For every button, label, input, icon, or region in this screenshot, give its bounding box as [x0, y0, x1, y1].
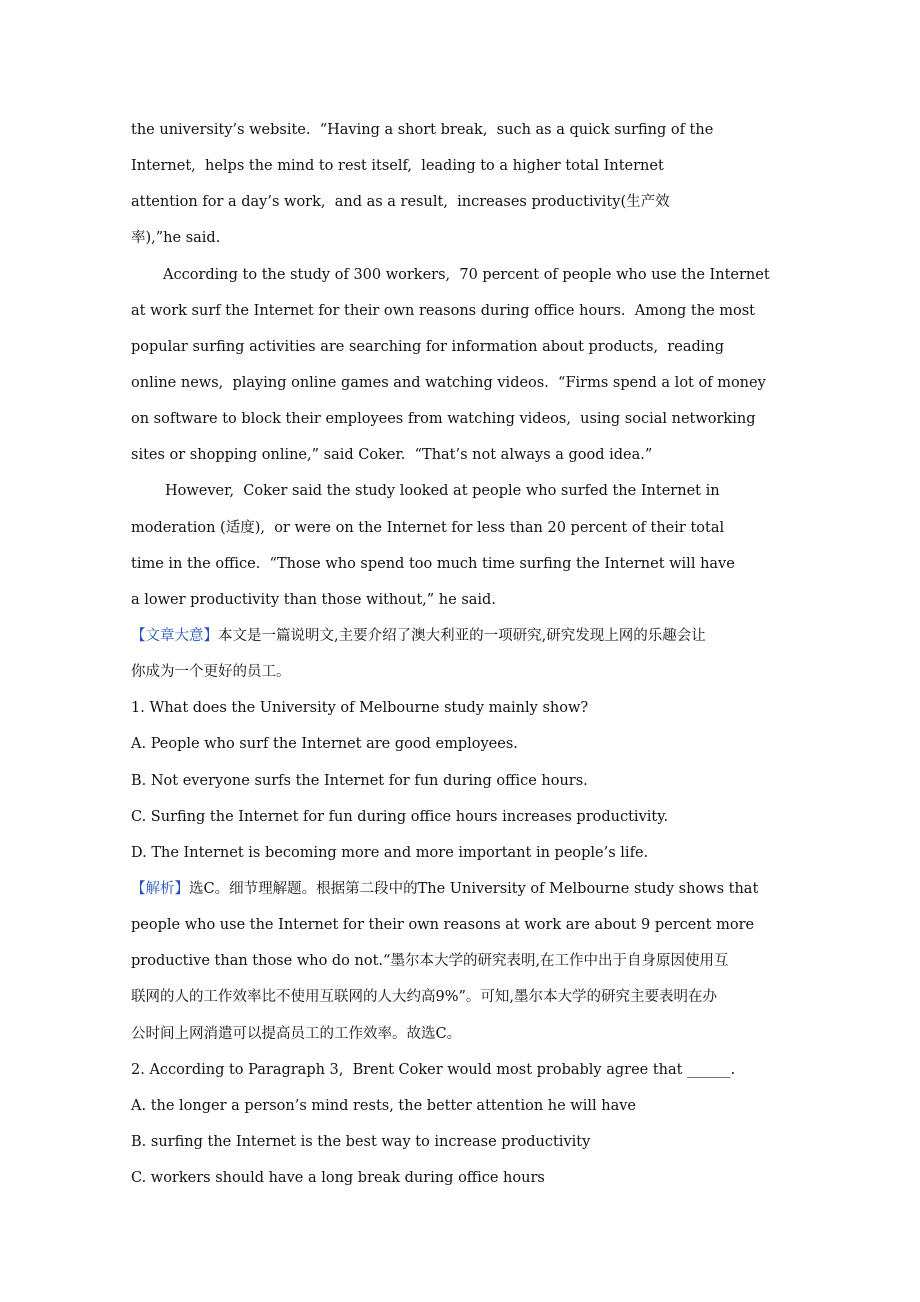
- summary-text: 本文是一篇说明文,主要介绍了澳大利亚的一项研究,研究发现上网的乐趣会让: [218, 627, 706, 644]
- question-1: [131, 690, 821, 1051]
- paragraph-line: time in the office. “Those who spend too much time surfing the Internet will have: [131, 555, 735, 572]
- analysis-text: 选C。细节理解题。根据第二段中的The University of Melbourne study shows that: [189, 880, 759, 897]
- analysis-line: productive than those who do not.“墨尔本大学的研究表明,在工作中出于自身原因使用互: [131, 953, 729, 970]
- article-summary: [131, 618, 821, 690]
- summary-line: [131, 618, 821, 654]
- analysis-line: 公时间上网消遣可以提高员工的工作效率。故选C。: [131, 1025, 462, 1042]
- analysis-tag: 【解析】: [131, 880, 189, 897]
- question-stem: 2. According to Paragraph 3, Brent Coker would most probably agree that ______.: [131, 1061, 736, 1078]
- paragraph-line: popular surfing activities are searching for information about products, reading: [131, 338, 724, 355]
- analysis-line: 联网的人的工作效率比不使用互联网的人大约高9%”。可知,墨尔本大学的研究主要表明在办: [131, 989, 718, 1006]
- paragraph-line: moderation (适度), or were on the Internet for less than 20 percent of their total: [131, 519, 725, 536]
- answer-option: A. People who surf the Internet are good employees.: [131, 736, 518, 753]
- answer-option: B. surfing the Internet is the best way to increase productivity: [131, 1133, 591, 1150]
- summary-line: 你成为一个更好的员工。: [131, 664, 291, 681]
- analysis-line: [131, 871, 821, 907]
- paragraph-line: a lower productivity than those without,” he said.: [131, 591, 496, 608]
- paragraph-line: online news, playing online games and watching videos. “Firms spend a lot of money: [131, 374, 766, 391]
- answer-option: D. The Internet is becoming more and more important in people’s life.: [131, 844, 649, 861]
- answer-option: C. Surfing the Internet for fun during office hours increases productivity.: [131, 808, 669, 825]
- paragraph-line: However, Coker said the study looked at people who surfed the Internet in: [165, 483, 720, 500]
- paragraph-line: attention for a day’s work, and as a result, increases productivity(生产效: [131, 194, 670, 211]
- summary-tag: 【文章大意】: [131, 627, 218, 644]
- paragraph-3: [131, 473, 821, 618]
- paragraph-line: 率),”he said.: [131, 230, 221, 247]
- document-page: [131, 112, 821, 1196]
- answer-option: C. workers should have a long break during office hours: [131, 1170, 545, 1187]
- paragraph-2: [131, 257, 821, 474]
- paragraph-line: the university’s website. “Having a short break, such as a quick surfing of the: [131, 122, 714, 138]
- paragraph-line: Internet, helps the mind to rest itself, leading to a higher total Internet: [131, 158, 664, 175]
- analysis-line: people who use the Internet for their own reasons at work are about 9 percent more: [131, 917, 755, 934]
- paragraph-line: at work surf the Internet for their own reasons during office hours. Among the most: [131, 302, 756, 319]
- paragraph-line: sites or shopping online,” said Coker. “That’s not always a good idea.”: [131, 447, 653, 464]
- question-stem: 1. What does the University of Melbourne study mainly show?: [131, 700, 589, 717]
- paragraph-line: According to the study of 300 workers, 70 percent of people who use the Internet: [163, 266, 770, 283]
- paragraph-line: on software to block their employees from watching videos, using social networking: [131, 411, 756, 428]
- paragraph-1: [131, 112, 821, 257]
- answer-option: A. the longer a person’s mind rests, the better attention he will have: [131, 1097, 637, 1114]
- answer-option: B. Not everyone surfs the Internet for fun during office hours.: [131, 772, 588, 789]
- question-2: [131, 1052, 821, 1197]
